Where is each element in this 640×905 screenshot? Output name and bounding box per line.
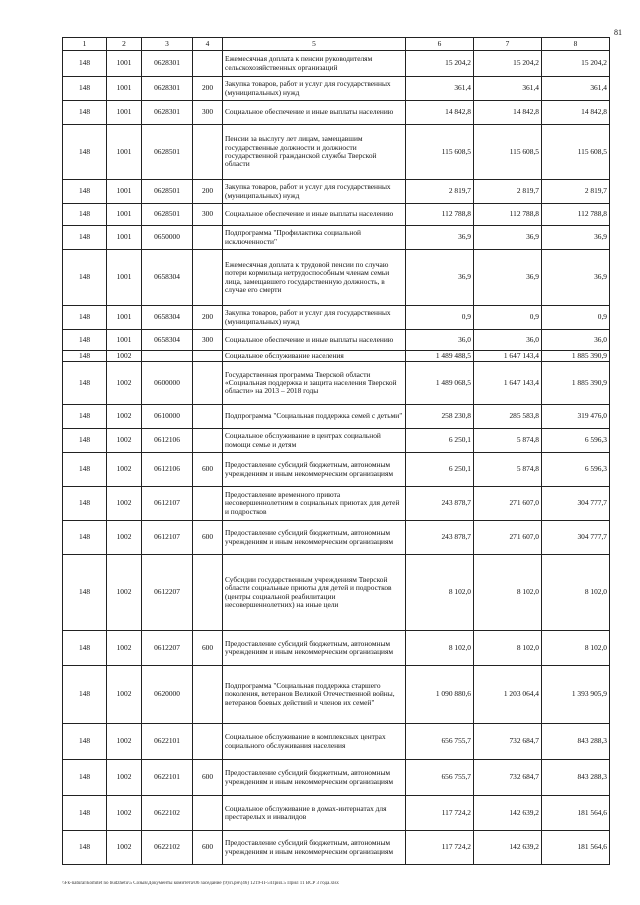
description-cell: Социальное обеспечение и иные выплаты населению	[223, 204, 406, 226]
expense-type-cell	[193, 362, 223, 405]
amount-year-1-cell: 258 230,8	[406, 405, 474, 429]
target-code-cell: 0658304	[142, 250, 193, 306]
section-code-cell: 1002	[107, 362, 142, 405]
expense-type-cell	[193, 250, 223, 306]
table-row	[63, 125, 610, 180]
section-code-cell: 1001	[107, 180, 142, 204]
description-cell: Подпрограмма "Профилактика социальной исключенности"	[223, 226, 406, 250]
amount-year-2-cell: 36,9	[474, 226, 542, 250]
section-code-cell: 1001	[107, 77, 142, 101]
target-code-cell: 0612106	[142, 453, 193, 487]
expense-type-cell: 300	[193, 204, 223, 226]
target-code-cell: 0620000	[142, 666, 193, 724]
target-code-cell: 0658304	[142, 306, 193, 330]
amount-year-2-cell: 1 647 143,4	[474, 362, 542, 405]
amount-year-2-cell: 271 607,0	[474, 521, 542, 555]
description-cell: Закупка товаров, работ и услуг для государственных (муниципальных) нужд	[223, 180, 406, 204]
description-cell: Социальное обслуживание в центрах социальной помощи семье и детям	[223, 429, 406, 453]
section-code-cell: 1002	[107, 521, 142, 555]
expense-type-cell	[193, 351, 223, 362]
section-code-cell: 1002	[107, 351, 142, 362]
amount-year-1-cell: 6 250,1	[406, 429, 474, 453]
target-code-cell: 0610000	[142, 405, 193, 429]
description-cell: Субсидии государственным учреждениям Тверской области социальные приюты для детей и подростков (центры социальной реабилитации несовершеннолетних) на иные цели	[223, 555, 406, 631]
table-row	[63, 521, 610, 555]
admin-code-cell: 148	[63, 51, 107, 77]
description-cell: Социальное обслуживание в комплексных центрах социального обслуживания населения	[223, 724, 406, 760]
description-cell: Социальное обслуживание в домах-интернатах для престарелых и инвалидов	[223, 796, 406, 831]
description-cell: Закупка товаров, работ и услуг для государственных (муниципальных) нужд	[223, 77, 406, 101]
amount-year-3-cell: 8 102,0	[542, 555, 610, 631]
expense-type-cell: 600	[193, 760, 223, 796]
amount-year-2-cell: 8 102,0	[474, 631, 542, 666]
expense-type-cell: 200	[193, 306, 223, 330]
expense-type-cell	[193, 666, 223, 724]
expense-type-cell	[193, 487, 223, 521]
section-code-cell: 1002	[107, 831, 142, 865]
expense-type-cell	[193, 429, 223, 453]
table-row	[63, 226, 610, 250]
expense-type-cell	[193, 724, 223, 760]
section-code-cell: 1002	[107, 453, 142, 487]
admin-code-cell: 148	[63, 453, 107, 487]
table-row	[63, 666, 610, 724]
expense-type-cell: 200	[193, 77, 223, 101]
table-row	[63, 101, 610, 125]
amount-year-2-cell: 285 583,8	[474, 405, 542, 429]
amount-year-1-cell: 115 608,5	[406, 125, 474, 180]
description-cell: Ежемесячная доплата к трудовой пенсии по случаю потери кормильца нетрудоспособным членам семьи лица, замещавшего государственную должность, в случае его смерти	[223, 250, 406, 306]
amount-year-2-cell: 142 639,2	[474, 831, 542, 865]
section-code-cell: 1002	[107, 724, 142, 760]
amount-year-3-cell: 304 777,7	[542, 487, 610, 521]
expense-type-cell: 600	[193, 831, 223, 865]
expense-type-cell	[193, 226, 223, 250]
description-cell: Предоставление субсидий бюджетным, автономным учреждениям и иным некоммерческим организациям	[223, 521, 406, 555]
section-code-cell: 1002	[107, 555, 142, 631]
target-code-cell: 0622101	[142, 760, 193, 796]
admin-code-cell: 148	[63, 125, 107, 180]
target-code-cell: 0658304	[142, 330, 193, 351]
column-header-7: 7	[474, 38, 542, 51]
table-row	[63, 631, 610, 666]
admin-code-cell: 148	[63, 306, 107, 330]
admin-code-cell: 148	[63, 487, 107, 521]
target-code-cell: 0612106	[142, 429, 193, 453]
amount-year-1-cell: 8 102,0	[406, 631, 474, 666]
amount-year-3-cell: 181 564,6	[542, 796, 610, 831]
header-row	[63, 38, 610, 51]
amount-year-2-cell: 5 874,8	[474, 429, 542, 453]
amount-year-3-cell: 115 608,5	[542, 125, 610, 180]
amount-year-2-cell: 732 684,7	[474, 760, 542, 796]
section-code-cell: 1002	[107, 631, 142, 666]
amount-year-3-cell: 843 288,3	[542, 760, 610, 796]
admin-code-cell: 148	[63, 77, 107, 101]
amount-year-3-cell: 6 596,3	[542, 429, 610, 453]
table-row	[63, 555, 610, 631]
amount-year-3-cell: 181 564,6	[542, 831, 610, 865]
amount-year-2-cell: 0,9	[474, 306, 542, 330]
table-row	[63, 204, 610, 226]
column-header-4: 4	[193, 38, 223, 51]
target-code-cell: 0612107	[142, 521, 193, 555]
amount-year-2-cell: 271 607,0	[474, 487, 542, 521]
target-code-cell: 0628301	[142, 77, 193, 101]
admin-code-cell: 148	[63, 405, 107, 429]
description-cell: Подпрограмма "Социальная поддержка старшего поколения, ветеранов Великой Отечественной войны, ветеранов боевых действий и членов их семей"	[223, 666, 406, 724]
amount-year-1-cell: 14 842,8	[406, 101, 474, 125]
target-code-cell: 0650000	[142, 226, 193, 250]
column-header-5: 5	[223, 38, 406, 51]
target-code-cell: 0628501	[142, 204, 193, 226]
expense-type-cell: 600	[193, 521, 223, 555]
section-code-cell: 1001	[107, 51, 142, 77]
target-code-cell: 0600000	[142, 362, 193, 405]
target-code-cell: 0628501	[142, 180, 193, 204]
amount-year-3-cell: 36,0	[542, 330, 610, 351]
section-code-cell: 1002	[107, 405, 142, 429]
admin-code-cell: 148	[63, 351, 107, 362]
amount-year-2-cell: 732 684,7	[474, 724, 542, 760]
amount-year-1-cell: 6 250,1	[406, 453, 474, 487]
amount-year-3-cell: 1 885 390,9	[542, 351, 610, 362]
amount-year-2-cell: 2 819,7	[474, 180, 542, 204]
expense-type-cell	[193, 125, 223, 180]
description-cell: Предоставление временного приюта несовершеннолетним в социальных приютах для детей и подростков	[223, 487, 406, 521]
target-code-cell: 0622101	[142, 724, 193, 760]
amount-year-1-cell: 117 724,2	[406, 796, 474, 831]
expense-type-cell: 600	[193, 631, 223, 666]
target-code-cell: 0628501	[142, 125, 193, 180]
amount-year-1-cell: 112 788,8	[406, 204, 474, 226]
amount-year-3-cell: 8 102,0	[542, 631, 610, 666]
description-cell: Предоставление субсидий бюджетным, автономным учреждениям и иным некоммерческим организациям	[223, 453, 406, 487]
table-row	[63, 453, 610, 487]
target-code-cell: 0612207	[142, 631, 193, 666]
amount-year-1-cell: 243 878,7	[406, 487, 474, 521]
admin-code-cell: 148	[63, 362, 107, 405]
table-row	[63, 487, 610, 521]
expense-type-cell	[193, 796, 223, 831]
section-code-cell: 1002	[107, 429, 142, 453]
amount-year-1-cell: 8 102,0	[406, 555, 474, 631]
amount-year-3-cell: 112 788,8	[542, 204, 610, 226]
description-cell: Предоставление субсидий бюджетным, автономным учреждениям и иным некоммерческим организациям	[223, 831, 406, 865]
section-code-cell: 1001	[107, 330, 142, 351]
table-row	[63, 180, 610, 204]
amount-year-3-cell: 1 393 905,9	[542, 666, 610, 724]
file-path-footer: \\Fk-natural\komitet no budzhetu\5 Созыв\Документы комитета\06 заседание (9)\п.рн\(46) 1219-П-5\Прил.5 Прил 11 ВСР 3 года.xlsx	[62, 881, 339, 886]
description-cell: Предоставление субсидий бюджетным, автономным учреждениям и иным некоммерческим организациям	[223, 631, 406, 666]
description-cell: Предоставление субсидий бюджетным, автономным учреждениям и иным некоммерческим организациям	[223, 760, 406, 796]
section-code-cell: 1001	[107, 226, 142, 250]
description-cell: Социальное обеспечение и иные выплаты населению	[223, 330, 406, 351]
amount-year-1-cell: 656 755,7	[406, 760, 474, 796]
table-row	[63, 405, 610, 429]
section-code-cell: 1001	[107, 101, 142, 125]
amount-year-3-cell: 14 842,8	[542, 101, 610, 125]
amount-year-1-cell: 117 724,2	[406, 831, 474, 865]
amount-year-3-cell: 15 204,2	[542, 51, 610, 77]
table-row	[63, 831, 610, 865]
admin-code-cell: 148	[63, 831, 107, 865]
table-row	[63, 51, 610, 77]
column-header-3: 3	[142, 38, 193, 51]
admin-code-cell: 148	[63, 101, 107, 125]
amount-year-2-cell: 36,9	[474, 250, 542, 306]
amount-year-1-cell: 36,0	[406, 330, 474, 351]
section-code-cell: 1001	[107, 204, 142, 226]
target-code-cell: 0628301	[142, 101, 193, 125]
target-code-cell	[142, 351, 193, 362]
description-cell: Государственная программа Тверской области «Социальная поддержка и защита населения Тверской области» на 2013 – 2018 годы	[223, 362, 406, 405]
expense-type-cell	[193, 555, 223, 631]
expense-type-cell	[193, 405, 223, 429]
admin-code-cell: 148	[63, 226, 107, 250]
column-header-8: 8	[542, 38, 610, 51]
section-code-cell: 1002	[107, 487, 142, 521]
amount-year-1-cell: 36,9	[406, 250, 474, 306]
column-header-2: 2	[107, 38, 142, 51]
admin-code-cell: 148	[63, 724, 107, 760]
description-cell: Ежемесячная доплата к пенсии руководителям сельскохозяйственных организаций	[223, 51, 406, 77]
table-row	[63, 362, 610, 405]
amount-year-2-cell: 115 608,5	[474, 125, 542, 180]
column-header-6: 6	[406, 38, 474, 51]
amount-year-1-cell: 15 204,2	[406, 51, 474, 77]
amount-year-3-cell: 0,9	[542, 306, 610, 330]
table-row	[63, 351, 610, 362]
amount-year-2-cell: 1 203 064,4	[474, 666, 542, 724]
amount-year-3-cell: 1 885 390,9	[542, 362, 610, 405]
amount-year-3-cell: 304 777,7	[542, 521, 610, 555]
amount-year-3-cell: 843 288,3	[542, 724, 610, 760]
table-row	[63, 77, 610, 101]
amount-year-2-cell: 14 842,8	[474, 101, 542, 125]
amount-year-2-cell: 5 874,8	[474, 453, 542, 487]
target-code-cell: 0622102	[142, 831, 193, 865]
amount-year-1-cell: 243 878,7	[406, 521, 474, 555]
description-cell: Социальное обслуживание населения	[223, 351, 406, 362]
amount-year-2-cell: 15 204,2	[474, 51, 542, 77]
admin-code-cell: 148	[63, 666, 107, 724]
admin-code-cell: 148	[63, 521, 107, 555]
table-row	[63, 250, 610, 306]
target-code-cell: 0612107	[142, 487, 193, 521]
amount-year-2-cell: 361,4	[474, 77, 542, 101]
table-row	[63, 760, 610, 796]
amount-year-1-cell: 1 489 068,5	[406, 362, 474, 405]
description-cell: Социальное обеспечение и иные выплаты населению	[223, 101, 406, 125]
table-row	[63, 429, 610, 453]
target-code-cell: 0622102	[142, 796, 193, 831]
budget-table	[62, 37, 610, 865]
amount-year-1-cell: 2 819,7	[406, 180, 474, 204]
admin-code-cell: 148	[63, 429, 107, 453]
amount-year-3-cell: 2 819,7	[542, 180, 610, 204]
table-row	[63, 724, 610, 760]
table-row	[63, 330, 610, 351]
amount-year-2-cell: 112 788,8	[474, 204, 542, 226]
admin-code-cell: 148	[63, 796, 107, 831]
amount-year-3-cell: 6 596,3	[542, 453, 610, 487]
amount-year-1-cell: 1 489 488,5	[406, 351, 474, 362]
section-code-cell: 1002	[107, 796, 142, 831]
amount-year-3-cell: 361,4	[542, 77, 610, 101]
column-header-1: 1	[63, 38, 107, 51]
admin-code-cell: 148	[63, 631, 107, 666]
page-number: 81	[614, 28, 622, 37]
table-row	[63, 306, 610, 330]
expense-type-cell: 200	[193, 180, 223, 204]
table-body	[63, 51, 610, 865]
expense-type-cell: 600	[193, 453, 223, 487]
section-code-cell: 1002	[107, 760, 142, 796]
amount-year-2-cell: 36,0	[474, 330, 542, 351]
amount-year-3-cell: 36,9	[542, 226, 610, 250]
amount-year-3-cell: 36,9	[542, 250, 610, 306]
description-cell: Пенсии за выслугу лет лицам, замещавшим государственные должности и должности государственной гражданской службы Тверской области	[223, 125, 406, 180]
target-code-cell: 0612207	[142, 555, 193, 631]
admin-code-cell: 148	[63, 250, 107, 306]
target-code-cell: 0628301	[142, 51, 193, 77]
amount-year-3-cell: 319 476,0	[542, 405, 610, 429]
admin-code-cell: 148	[63, 330, 107, 351]
admin-code-cell: 148	[63, 555, 107, 631]
description-cell: Закупка товаров, работ и услуг для государственных (муниципальных) нужд	[223, 306, 406, 330]
expense-type-cell: 300	[193, 330, 223, 351]
table-row	[63, 796, 610, 831]
admin-code-cell: 148	[63, 204, 107, 226]
expense-type-cell	[193, 51, 223, 77]
amount-year-1-cell: 0,9	[406, 306, 474, 330]
description-cell: Подпрограмма "Социальная поддержка семей с детьми"	[223, 405, 406, 429]
amount-year-1-cell: 1 090 880,6	[406, 666, 474, 724]
section-code-cell: 1001	[107, 306, 142, 330]
amount-year-1-cell: 361,4	[406, 77, 474, 101]
admin-code-cell: 148	[63, 760, 107, 796]
amount-year-1-cell: 36,9	[406, 226, 474, 250]
section-code-cell: 1002	[107, 666, 142, 724]
expense-type-cell: 300	[193, 101, 223, 125]
section-code-cell: 1001	[107, 250, 142, 306]
amount-year-1-cell: 656 755,7	[406, 724, 474, 760]
amount-year-2-cell: 142 639,2	[474, 796, 542, 831]
section-code-cell: 1001	[107, 125, 142, 180]
amount-year-2-cell: 8 102,0	[474, 555, 542, 631]
amount-year-2-cell: 1 647 143,4	[474, 351, 542, 362]
admin-code-cell: 148	[63, 180, 107, 204]
